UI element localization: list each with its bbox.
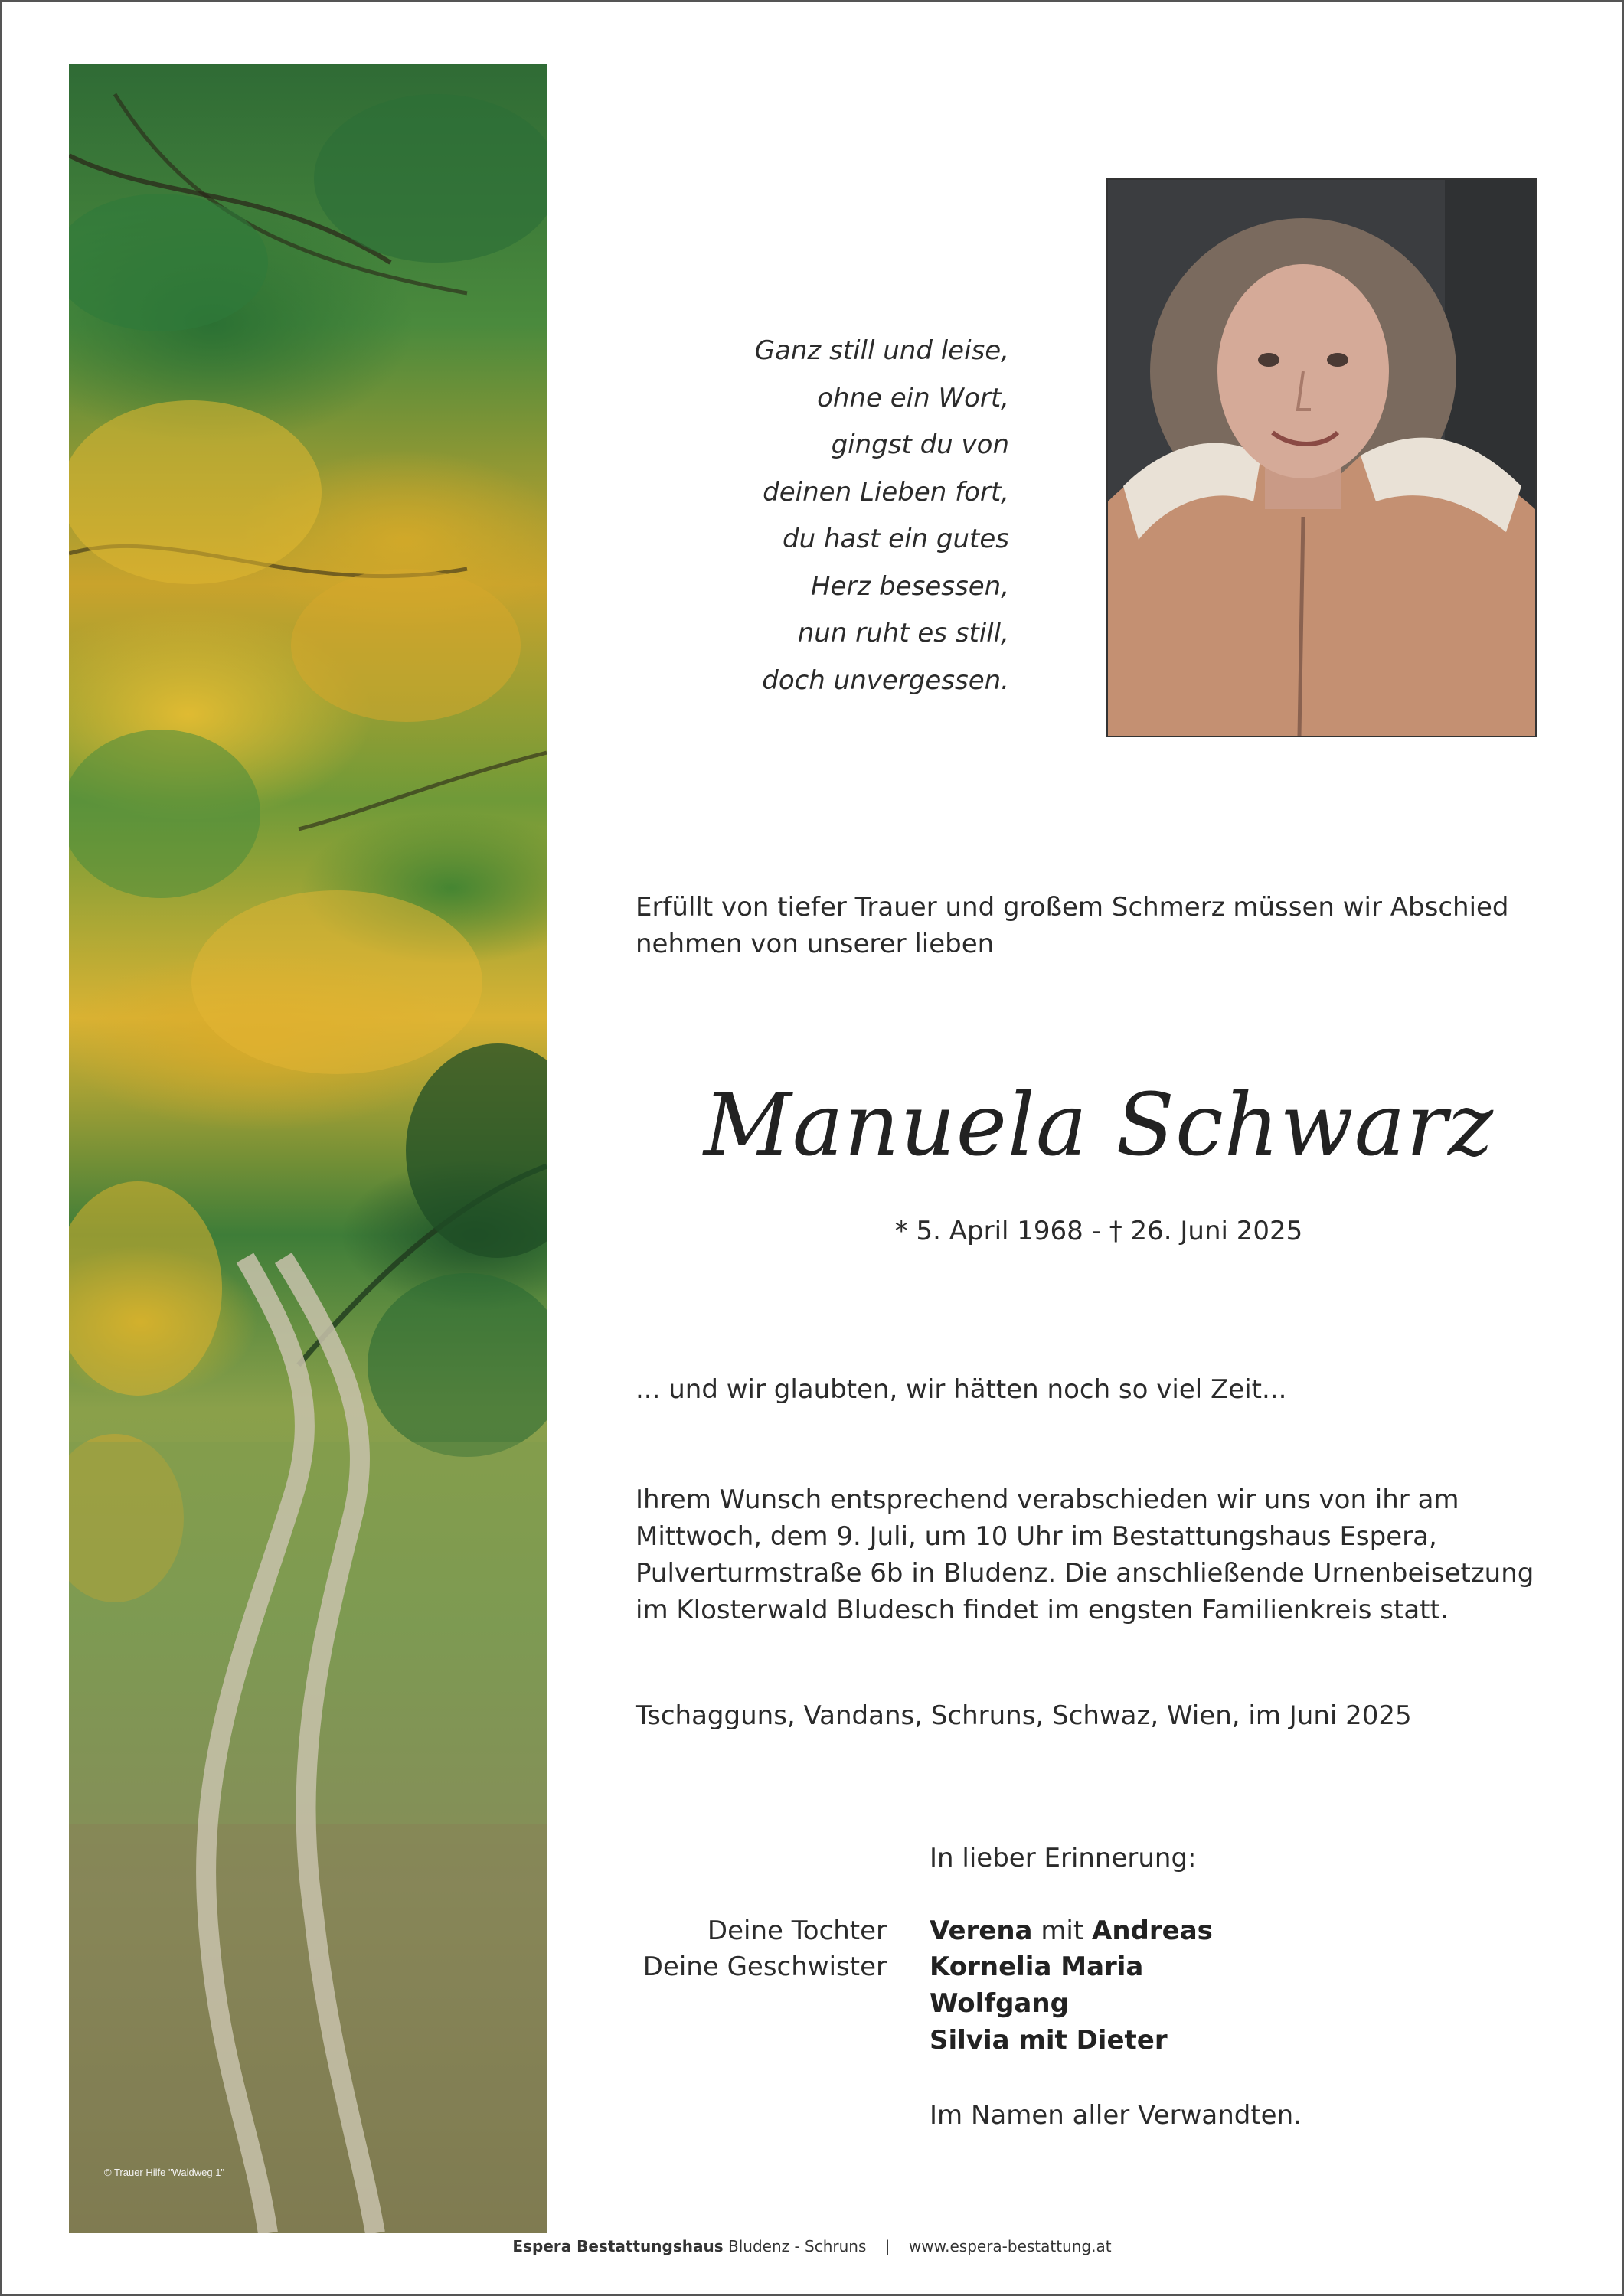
footer-locations: Bludenz - Schruns bbox=[727, 2237, 867, 2255]
poem-line: deinen Lieben fort, bbox=[763, 476, 1009, 508]
footer-website[interactable]: www.espera-bestattung.at bbox=[908, 2237, 1112, 2255]
relation-siblings: Deine Geschwister bbox=[642, 1951, 887, 1982]
daughter-connector: mit bbox=[1041, 1916, 1084, 1946]
memory-header: In lieber Erinnerung: bbox=[930, 1843, 1197, 1873]
poem-line: ohne ein Wort, bbox=[817, 382, 1009, 413]
relation-daughter: Deine Tochter bbox=[707, 1916, 887, 1946]
portrait-photo bbox=[1106, 178, 1537, 737]
life-dates: * 5. April 1968 - † 26. Juni 2025 bbox=[894, 1216, 1303, 1246]
footer-company: Espera Bestattungshaus bbox=[512, 2237, 724, 2255]
poem-line: Ganz still und leise, bbox=[754, 335, 1009, 366]
place-date: Tschagguns, Vandans, Schruns, Schwaz, Wien, im Juni 2025 bbox=[636, 1700, 1412, 1731]
poem-line: doch unvergessen. bbox=[762, 665, 1009, 696]
sibling-name: Silvia mit Dieter bbox=[930, 2025, 1168, 2056]
closing-text: Im Namen aller Verwandten. bbox=[930, 2100, 1302, 2131]
mourner-sibling bbox=[930, 2025, 1168, 2056]
poem bbox=[626, 328, 1009, 704]
forest-path-image bbox=[69, 64, 547, 2233]
mourner-daughter bbox=[930, 1916, 1213, 1946]
sibling-name: Wolfgang bbox=[930, 1988, 1069, 2019]
poem-line: Herz besessen, bbox=[811, 570, 1009, 602]
poem-line: nun ruht es still, bbox=[797, 618, 1009, 648]
service-info: Ihrem Wunsch entsprechend verabschieden wir uns von ihr am Mittwoch, dem 9. Juli, um 10 Uhr im Bestattungshaus Espera, Pulverturmstraße 6b in Bludenz. Die anschließende Urnenbeisetzung im Klosterwald Bludesch findet im engsten Familienkreis statt. bbox=[636, 1484, 1534, 1625]
mourner-sibling bbox=[930, 1951, 1143, 1982]
footer bbox=[0, 2237, 1624, 2255]
footer-separator: | bbox=[884, 2237, 890, 2255]
poem-line: du hast ein gutes bbox=[783, 524, 1009, 554]
sibling-name: Kornelia Maria bbox=[930, 1951, 1144, 1982]
intro-text: Erfüllt von tiefer Trauer und großem Schmerz müssen wir Abschied nehmen von unserer lieben bbox=[636, 892, 1509, 959]
mourner-sibling bbox=[930, 1988, 1069, 2019]
quote-text: ... und wir glaubten, wir hätten noch so viel Zeit... bbox=[636, 1374, 1287, 1405]
portrait-illustration bbox=[1108, 180, 1535, 736]
poem-line: gingst du von bbox=[831, 429, 1009, 460]
daughter-name: Verena bbox=[930, 1916, 1033, 1946]
forest-illustration bbox=[69, 64, 547, 2233]
daughter-partner: Andreas bbox=[1092, 1916, 1213, 1946]
deceased-name: Manuela Schwarz bbox=[704, 1076, 1494, 1175]
image-credit: © Trauer Hilfe "Waldweg 1" bbox=[104, 2167, 225, 2178]
